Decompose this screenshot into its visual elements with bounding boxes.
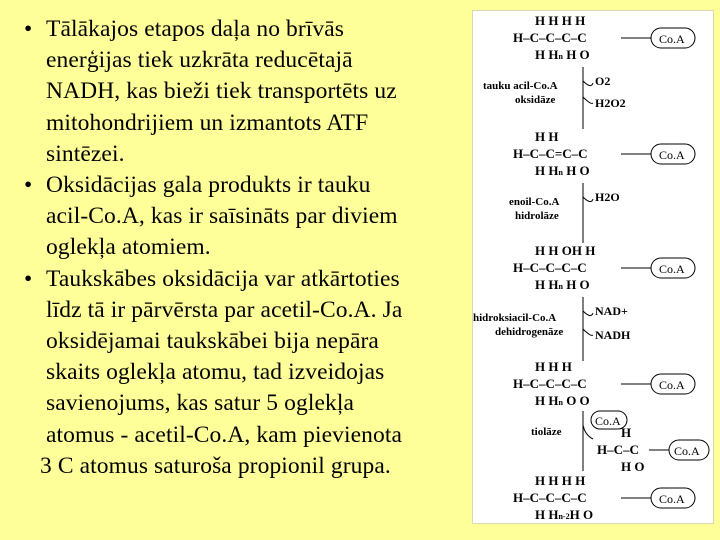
enzyme-name: enoil-Co.A xyxy=(509,196,560,208)
bullet-line: savienojums, kas satur 5 oglekļa xyxy=(46,390,354,417)
step-3 xyxy=(473,297,631,361)
bullet-line: atomus - acetil-Co.A, kam pievienota xyxy=(46,421,402,448)
coa-label: Co.A xyxy=(659,378,685,392)
bullet-line: Oksidācijas gala produkts ir tauku xyxy=(46,172,371,199)
bullet-line: sintēzei. xyxy=(46,140,125,167)
bullet-line: enerģijas tiek uzkrāta reducētajā xyxy=(46,47,353,74)
molecule-acyl-coa xyxy=(513,13,695,62)
enzyme-name: tauku acil-Co.A xyxy=(483,80,558,92)
step-4 xyxy=(531,411,709,474)
bullet-list xyxy=(22,14,472,482)
bullet-line: mitohondrijiem un izmantots ATF xyxy=(46,109,369,136)
svg-text:H H H: H H H xyxy=(535,359,572,374)
molecule-ketoacyl-coa xyxy=(513,359,695,408)
svg-text:H H: H H xyxy=(535,129,559,144)
coa-label: Co.A xyxy=(674,444,700,458)
cofactor-in: O2 xyxy=(595,74,611,88)
step-1 xyxy=(483,67,626,129)
bullet-item-1 xyxy=(22,14,472,170)
bullet-line: Taukskābes oksidācija var atkārtoties xyxy=(46,265,400,292)
bullet-line: oksidējamai taukskābei bija nepāra xyxy=(46,328,379,355)
cofactor-in: H2O xyxy=(595,190,620,204)
step-2 xyxy=(509,183,620,243)
bullet-dot: • xyxy=(24,265,33,292)
bullet-dot: • xyxy=(24,172,33,199)
svg-text:H Hn-2H O: H Hn-2H O xyxy=(535,507,594,522)
enzyme-name: oksidāze xyxy=(515,94,556,106)
svg-text:H Hn H O: H Hn H O xyxy=(535,47,590,62)
svg-text:H H OH H: H H OH H xyxy=(535,243,596,258)
svg-text:H–C–C–C–C: H–C–C–C–C xyxy=(513,376,587,391)
bullet-dot: • xyxy=(24,16,33,42)
svg-text:H: H xyxy=(621,425,632,440)
bullet-line: oglekļa atomiem. xyxy=(46,234,211,261)
molecule-shortened-acyl-coa xyxy=(513,473,695,522)
svg-text:H H H H: H H H H xyxy=(535,13,586,28)
coa-label: Co.A xyxy=(659,492,685,506)
coa-label: Co.A xyxy=(659,148,685,162)
bullet-line: Tālākajos etapos daļa no brīvās xyxy=(46,16,345,42)
bullet-line: acil-Co.A, kas ir saīsināts par diviem xyxy=(46,203,398,230)
svg-text:H Hn O O: H Hn O O xyxy=(535,393,590,408)
molecule-hydroxyacyl-coa xyxy=(513,243,695,292)
molecule-enoyl-coa xyxy=(513,129,695,178)
cofactor-out: NADH xyxy=(595,328,631,342)
bullet-tail-line: 3 C atomus saturoša propionil grupa. xyxy=(40,452,391,479)
beta-oxidation-diagram xyxy=(472,10,714,524)
svg-text:H Hn H O: H Hn H O xyxy=(535,163,590,178)
bullet-line: NADH, kas bieži tiek transportēts uz xyxy=(46,78,397,105)
enzyme-name: tiolāze xyxy=(531,426,562,438)
bullet-line: skaits oglekļa atomu, tad izveidojas xyxy=(46,359,385,386)
bullet-line: līdz tā ir pārvērsta par acetil-Co.A. Ja xyxy=(46,296,403,323)
svg-text:H–C–C–C–C: H–C–C–C–C xyxy=(513,30,587,45)
svg-text:H O: H O xyxy=(621,459,645,474)
cofactor-in: NAD+ xyxy=(595,304,628,318)
svg-text:H–C–C–C–C: H–C–C–C–C xyxy=(513,490,587,505)
cofactor-in: Co.A xyxy=(595,414,621,428)
bullet-item-2 xyxy=(22,170,472,264)
enzyme-name: dehidrogenāze xyxy=(495,326,564,338)
svg-text:H H H H: H H H H xyxy=(535,473,586,488)
cofactor-out: H2O2 xyxy=(595,96,626,110)
bullet-item-3 xyxy=(22,264,472,451)
enzyme-name: hidroksiacil-Co.A xyxy=(473,312,557,324)
coa-label: Co.A xyxy=(659,262,685,276)
svg-text:H–C–C: H–C–C xyxy=(597,442,639,457)
svg-text:H Hn H O: H Hn H O xyxy=(535,277,590,292)
enzyme-name: hidrolāze xyxy=(515,210,559,222)
coa-label: Co.A xyxy=(659,32,685,46)
svg-text:H–C–C–C–C: H–C–C–C–C xyxy=(513,260,587,275)
svg-text:H–C–C=C–C: H–C–C=C–C xyxy=(513,146,588,161)
